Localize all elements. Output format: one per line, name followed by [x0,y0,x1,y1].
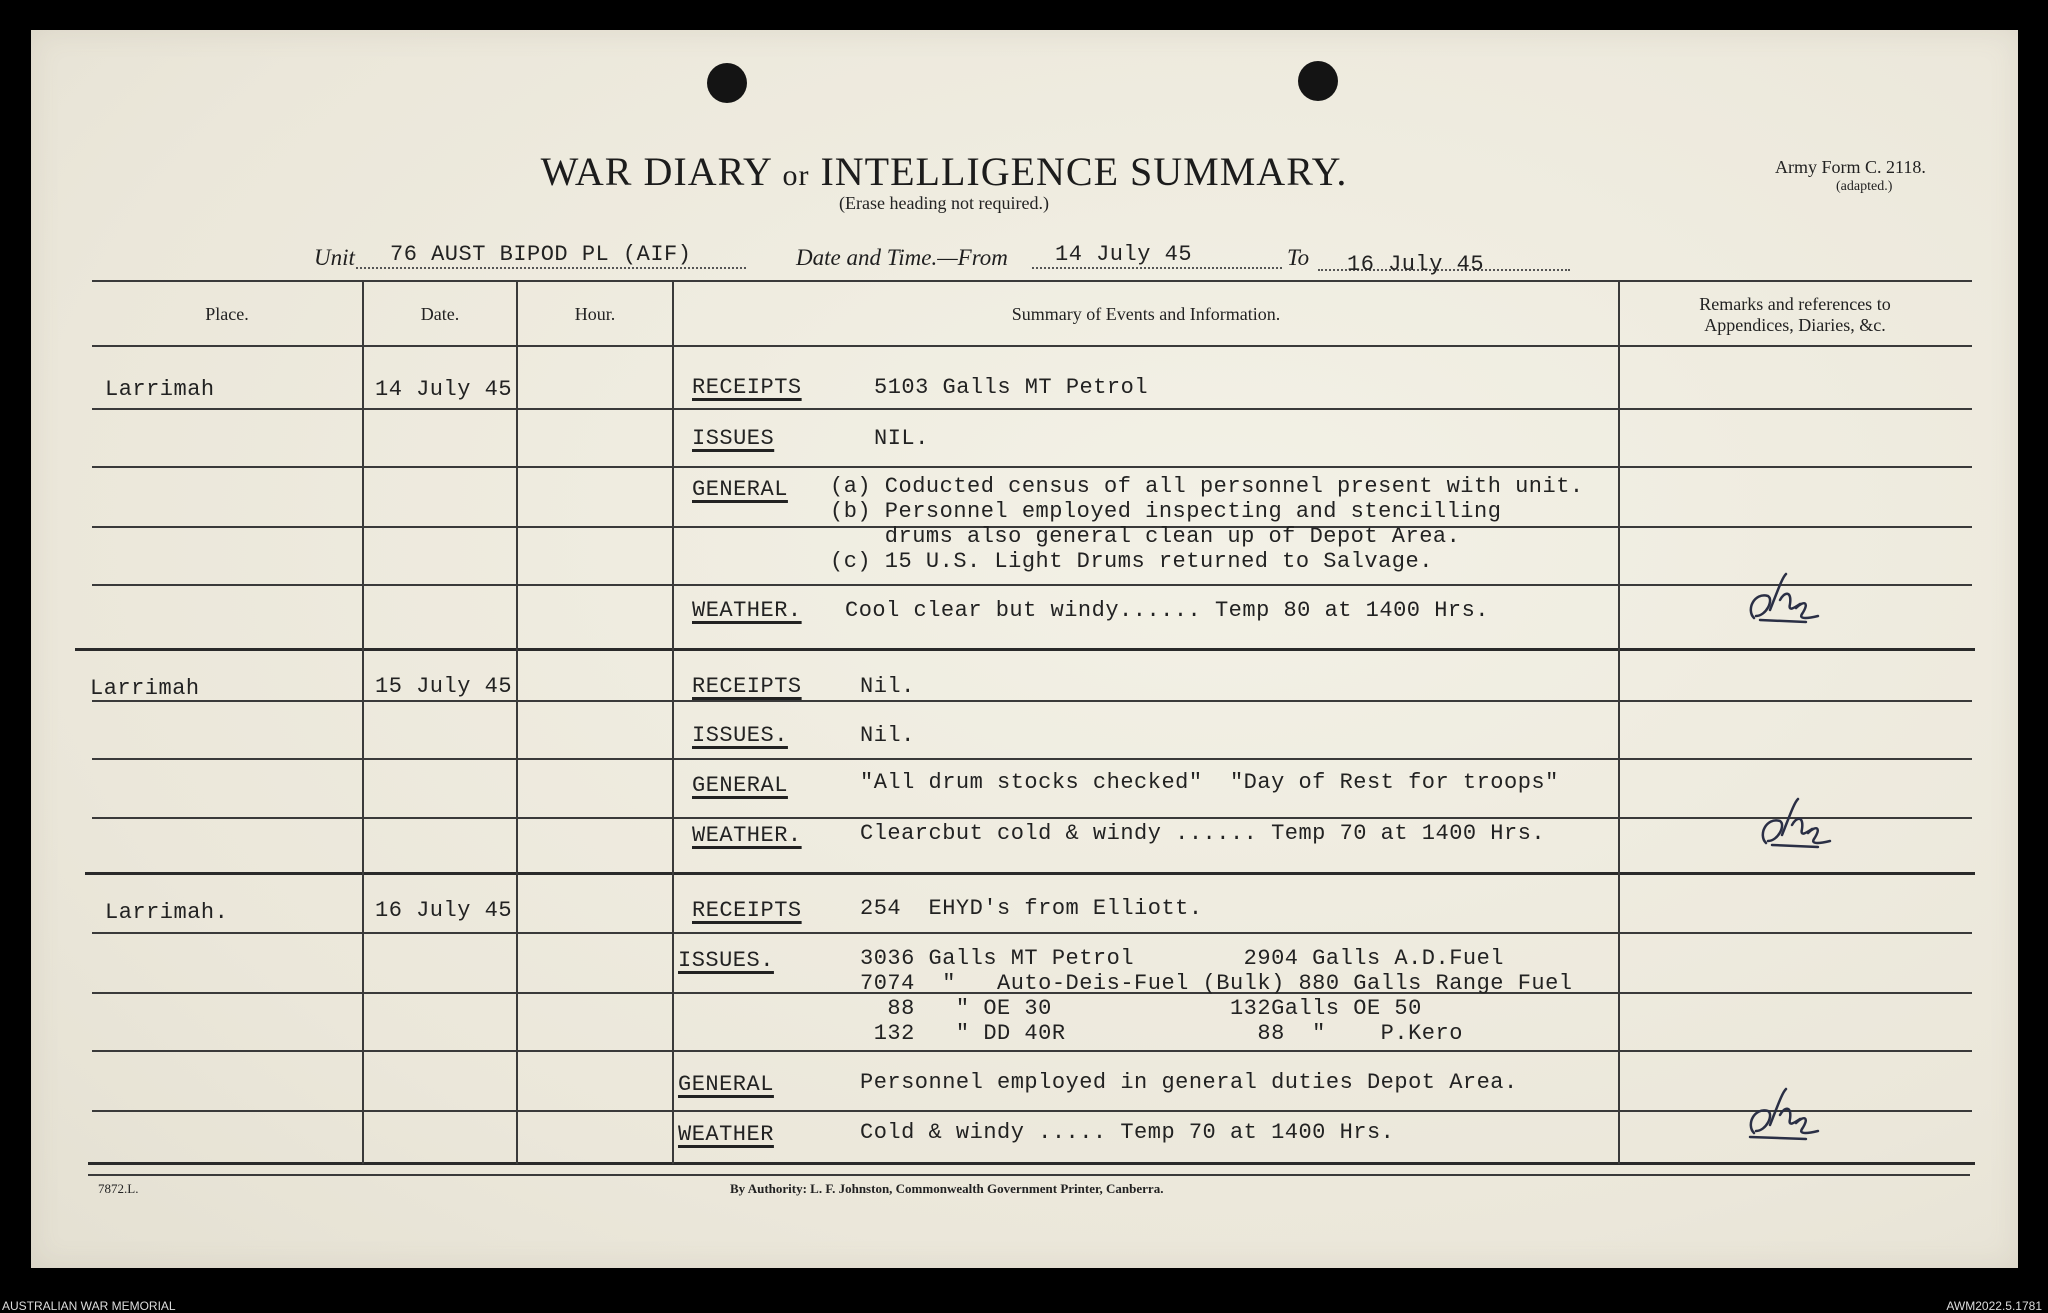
footer-rule [88,1174,1970,1176]
issues-label: ISSUES [692,426,775,451]
row-rule [92,584,1972,586]
issues-line: 88 " OE 30 132Galls OE 50 [860,996,1422,1021]
col-header-date: Date. [420,304,460,324]
issues-text: Nil. [860,723,915,748]
general-label: GENERAL [692,477,788,502]
receipts-text: 254 EHYD's from Elliott. [860,896,1203,921]
header-rule [92,345,1972,347]
entry-place: Larrimah [105,377,215,402]
printer-authority: By Authority: L. F. Johnston, Commonwealth Government Printer, Canberra. [730,1181,1164,1196]
general-line: drums also general clean up of Depot Area. [830,524,1461,549]
issues-label: ISSUES. [692,723,788,748]
general-label: GENERAL [678,1072,774,1097]
date-to-label: To [1287,245,1310,270]
general-line: (b) Personnel employed inspecting and stencilling [830,499,1502,524]
issues-line: 7074 " Auto-Deis-Fuel (Bulk) 880 Galls Range Fuel [860,971,1573,996]
receipts-label: RECEIPTS [692,898,802,923]
row-rule [92,1050,1972,1052]
row-rule [92,932,1972,934]
receipts-text: Nil. [860,674,915,699]
row-rule [92,700,1972,702]
army-form-number: Army Form C. 2118. [1775,157,1926,177]
receipts-label: RECEIPTS [692,375,802,400]
entry-place: Larrimah. [105,900,229,925]
row-rule [92,817,1972,819]
entry-separator [75,648,1975,651]
general-label: GENERAL [692,773,788,798]
signature-initials [1740,1085,1830,1145]
archive-source: AUSTRALIAN WAR MEMORIAL [2,1299,176,1313]
entry-date: 15 July 45 [375,674,513,699]
entry-separator [85,872,1975,875]
form-subtitle: (Erase heading not required.) [839,193,1049,213]
entry-place: Larrimah [90,676,200,701]
from-date-value: 14 July 45 [1055,242,1193,267]
weather-label: WEATHER. [692,823,802,848]
col-divider [1618,282,1620,1164]
entry-date: 16 July 45 [375,898,513,923]
row-rule [92,1110,1972,1112]
col-header-remarks: Remarks and references to Appendices, Diaries, &c. [1699,294,1891,335]
weather-text: Clearcbut cold & windy ...... Temp 70 at 1400 Hrs. [860,821,1546,846]
archive-id: AWM2022.5.1781 [1946,1299,2042,1313]
general-line: "All drum stocks checked" "Day of Rest for troops" [860,770,1559,795]
row-rule [92,466,1972,468]
issues-text: NIL. [874,426,929,451]
to-date-value: 16 July 45 [1347,252,1485,277]
punch-hole [707,63,747,103]
form-code: 7872.L. [98,1181,139,1196]
date-from-label: Date and Time.—From [796,245,1008,270]
form-title: WAR DIARY or INTELLIGENCE SUMMARY. [540,149,1348,194]
unit-value: 76 AUST BIPOD PL (AIF) [390,242,692,267]
receipts-text: 5103 Galls MT Petrol [874,375,1149,400]
table-bottom-rule [88,1162,1975,1165]
general-line: (a) Coducted census of all personnel present with unit. [830,474,1584,499]
col-header-summary: Summary of Events and Information. [1011,304,1281,324]
row-rule [92,758,1972,760]
col-header-hour: Hour. [574,304,616,324]
army-form-adapted: (adapted.) [1836,179,1893,194]
general-line: (c) 15 U.S. Light Drums returned to Salvage. [830,549,1433,574]
punch-hole [1298,61,1338,101]
signature-initials [1752,795,1842,855]
col-divider [516,282,518,1164]
col-divider [672,282,674,1164]
issues-label: ISSUES. [678,948,774,973]
weather-label: WEATHER [678,1122,774,1147]
row-rule [92,408,1972,410]
general-line: Personnel employed in general duties Depot Area. [860,1070,1518,1095]
receipts-label: RECEIPTS [692,674,802,699]
issues-line: 132 " DD 40R 88 " P.Kero [860,1021,1463,1046]
unit-label: Unit [314,245,355,270]
weather-text: Cool clear but windy...... Temp 80 at 1400 Hrs. [845,598,1490,623]
col-divider [362,282,364,1164]
weather-text: Cold & windy ..... Temp 70 at 1400 Hrs. [860,1120,1395,1145]
weather-label: WEATHER. [692,598,802,623]
issues-line: 3036 Galls MT Petrol 2904 Galls A.D.Fuel [860,946,1505,971]
table-top-rule [92,280,1972,282]
col-header-place: Place. [205,304,249,324]
signature-initials [1740,570,1830,630]
entry-date: 14 July 45 [375,377,513,402]
